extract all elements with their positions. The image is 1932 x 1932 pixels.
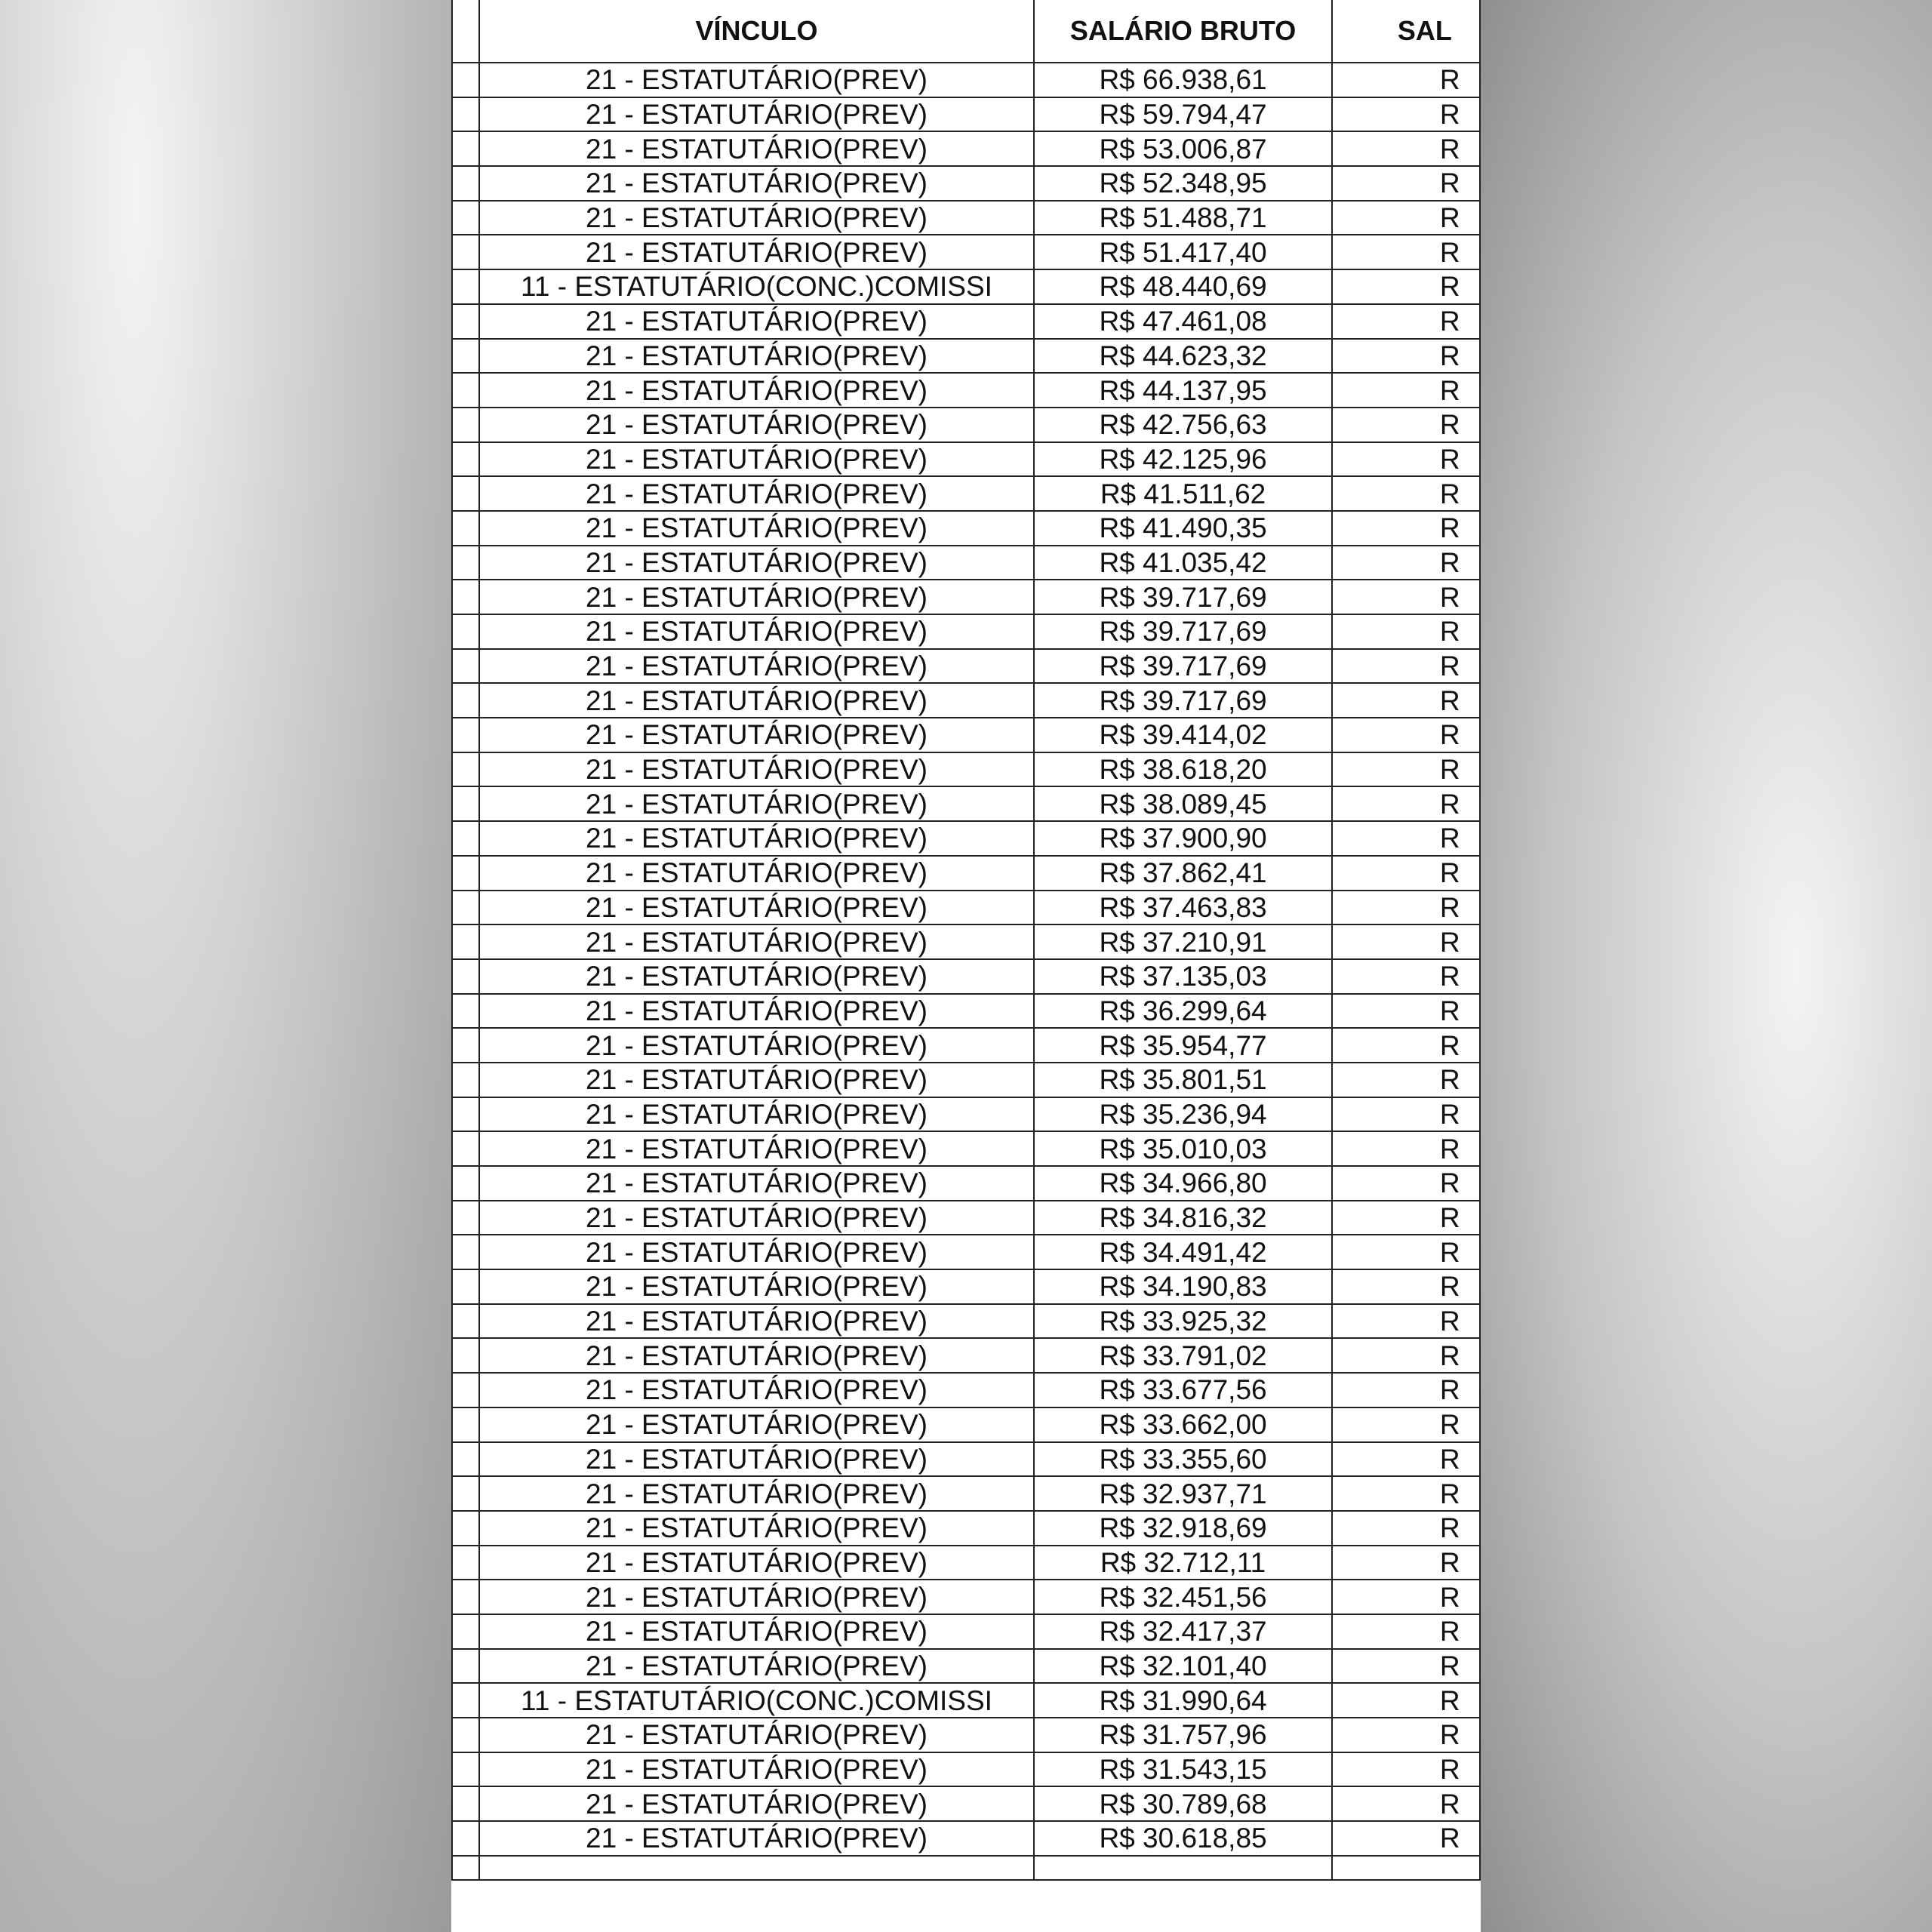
vinculo-cell: 21 - ESTATUTÁRIO(PREV): [479, 1269, 1034, 1304]
salario-bruto-cell: R$ 32.937,71: [1034, 1476, 1332, 1511]
row-blank-cell: [452, 1856, 479, 1880]
cut-off-cell: R: [1332, 1166, 1480, 1201]
row-blank-cell: [452, 994, 479, 1029]
cut-off-cell: R: [1332, 63, 1480, 97]
vinculo-cell: [479, 1856, 1034, 1880]
cut-off-cell: R: [1332, 131, 1480, 166]
vinculo-cell: 21 - ESTATUTÁRIO(PREV): [479, 1752, 1034, 1787]
table-row: [452, 580, 1480, 614]
cut-off-cell: R: [1332, 614, 1480, 649]
cut-off-cell: R: [1332, 476, 1480, 511]
row-blank-cell: [452, 1063, 479, 1097]
cut-off-cell: R: [1332, 304, 1480, 339]
salario-bruto-cell: R$ 30.618,85: [1034, 1821, 1332, 1856]
table-row: [452, 1821, 1480, 1856]
header-salario-bruto: SALÁRIO BRUTO: [1034, 0, 1332, 63]
cut-off-cell: R: [1332, 891, 1480, 925]
cut-off-cell: R: [1332, 1821, 1480, 1856]
table-row: [452, 373, 1480, 408]
vinculo-cell: 21 - ESTATUTÁRIO(PREV): [479, 1614, 1034, 1649]
cut-off-cell: R: [1332, 1546, 1480, 1580]
salario-bruto-cell: R$ 42.756,63: [1034, 408, 1332, 442]
vinculo-cell: 11 - ESTATUTÁRIO(CONC.)COMISSI: [479, 269, 1034, 304]
salario-bruto-cell: R$ 39.717,69: [1034, 683, 1332, 718]
vinculo-cell: 21 - ESTATUTÁRIO(PREV): [479, 1442, 1034, 1477]
vinculo-cell: 21 - ESTATUTÁRIO(PREV): [479, 718, 1034, 752]
vinculo-cell: 21 - ESTATUTÁRIO(PREV): [479, 1166, 1034, 1201]
row-blank-cell: [452, 821, 479, 856]
table-row: [452, 511, 1480, 546]
cut-off-cell: R: [1332, 546, 1480, 580]
row-blank-cell: [452, 442, 479, 477]
vinculo-cell: 21 - ESTATUTÁRIO(PREV): [479, 1201, 1034, 1235]
salario-bruto-cell: R$ 33.791,02: [1034, 1338, 1332, 1373]
table-row: [452, 1442, 1480, 1477]
row-blank-cell: [452, 1614, 479, 1649]
row-blank-cell: [452, 1752, 479, 1787]
table-body: [452, 63, 1480, 1880]
salario-bruto-cell: R$ 32.451,56: [1034, 1580, 1332, 1614]
cut-off-cell: R: [1332, 718, 1480, 752]
table-row: [452, 166, 1480, 201]
salario-bruto-cell: R$ 31.990,64: [1034, 1683, 1332, 1718]
salary-sheet: [451, 0, 1481, 1932]
vinculo-cell: 21 - ESTATUTÁRIO(PREV): [479, 1407, 1034, 1442]
cut-off-cell: R: [1332, 994, 1480, 1029]
row-blank-cell: [452, 476, 479, 511]
table-row: [452, 1683, 1480, 1718]
table-row: [452, 1546, 1480, 1580]
row-blank-cell: [452, 1442, 479, 1477]
header-vinculo: VÍNCULO: [479, 0, 1034, 63]
vinculo-cell: 21 - ESTATUTÁRIO(PREV): [479, 1511, 1034, 1546]
row-blank-cell: [452, 1683, 479, 1718]
cut-off-cell: R: [1332, 1063, 1480, 1097]
vinculo-cell: 21 - ESTATUTÁRIO(PREV): [479, 63, 1034, 97]
cut-off-cell: R: [1332, 339, 1480, 374]
row-blank-cell: [452, 959, 479, 994]
salario-bruto-cell: R$ 37.862,41: [1034, 856, 1332, 891]
row-blank-cell: [452, 924, 479, 959]
table-row: [452, 821, 1480, 856]
salario-bruto-cell: R$ 38.618,20: [1034, 752, 1332, 787]
vinculo-cell: 21 - ESTATUTÁRIO(PREV): [479, 821, 1034, 856]
salario-bruto-cell: R$ 34.966,80: [1034, 1166, 1332, 1201]
row-blank-cell: [452, 1235, 479, 1269]
cut-off-cell: R: [1332, 1338, 1480, 1373]
row-blank-cell: [452, 614, 479, 649]
cut-off-cell: R: [1332, 924, 1480, 959]
vinculo-cell: 21 - ESTATUTÁRIO(PREV): [479, 1028, 1034, 1063]
salario-bruto-cell: R$ 37.135,03: [1034, 959, 1332, 994]
cut-off-cell: R: [1332, 1649, 1480, 1684]
salario-bruto-cell: R$ 44.137,95: [1034, 373, 1332, 408]
cut-off-cell: R: [1332, 201, 1480, 235]
vinculo-cell: 21 - ESTATUTÁRIO(PREV): [479, 614, 1034, 649]
salario-bruto-cell: R$ 41.490,35: [1034, 511, 1332, 546]
table-row: [452, 442, 1480, 477]
row-blank-cell: [452, 339, 479, 374]
vinculo-cell: 21 - ESTATUTÁRIO(PREV): [479, 201, 1034, 235]
cut-off-cell: R: [1332, 1201, 1480, 1235]
table-row: [452, 994, 1480, 1029]
row-blank-cell: [452, 166, 479, 201]
row-blank-cell: [452, 511, 479, 546]
table-row: [452, 1269, 1480, 1304]
cut-off-cell: R: [1332, 235, 1480, 269]
vinculo-cell: 21 - ESTATUTÁRIO(PREV): [479, 891, 1034, 925]
table-row: [452, 1131, 1480, 1166]
table-row: [452, 718, 1480, 752]
row-blank-cell: [452, 1201, 479, 1235]
row-blank-cell: [452, 408, 479, 442]
salary-table: [451, 0, 1481, 1881]
vinculo-cell: 21 - ESTATUTÁRIO(PREV): [479, 1131, 1034, 1166]
salario-bruto-cell: R$ 42.125,96: [1034, 442, 1332, 477]
salario-bruto-cell: R$ 32.712,11: [1034, 1546, 1332, 1580]
cut-off-cell: R: [1332, 1786, 1480, 1821]
row-blank-cell: [452, 1511, 479, 1546]
salario-bruto-cell: R$ 52.348,95: [1034, 166, 1332, 201]
cut-off-cell: R: [1332, 580, 1480, 614]
row-blank-cell: [452, 580, 479, 614]
salario-bruto-cell: R$ 35.954,77: [1034, 1028, 1332, 1063]
table-row: [452, 269, 1480, 304]
cut-off-cell: R: [1332, 373, 1480, 408]
vinculo-cell: 21 - ESTATUTÁRIO(PREV): [479, 1063, 1034, 1097]
table-row: [452, 304, 1480, 339]
vinculo-cell: 21 - ESTATUTÁRIO(PREV): [479, 1304, 1034, 1339]
vinculo-cell: 21 - ESTATUTÁRIO(PREV): [479, 131, 1034, 166]
vinculo-cell: 21 - ESTATUTÁRIO(PREV): [479, 166, 1034, 201]
vinculo-cell: 21 - ESTATUTÁRIO(PREV): [479, 1786, 1034, 1821]
salario-bruto-cell: R$ 53.006,87: [1034, 131, 1332, 166]
table-row: [452, 1614, 1480, 1649]
salario-bruto-cell: R$ 39.414,02: [1034, 718, 1332, 752]
cut-off-cell: R: [1332, 408, 1480, 442]
salario-bruto-cell: R$ 35.010,03: [1034, 1131, 1332, 1166]
table-row: [452, 1407, 1480, 1442]
vinculo-cell: 21 - ESTATUTÁRIO(PREV): [479, 1373, 1034, 1407]
vinculo-cell: 21 - ESTATUTÁRIO(PREV): [479, 1338, 1034, 1373]
row-blank-cell: [452, 1131, 479, 1166]
table-row: [452, 1649, 1480, 1684]
cut-off-cell: R: [1332, 511, 1480, 546]
table-row: [452, 1476, 1480, 1511]
table-row: [452, 1338, 1480, 1373]
vinculo-cell: 21 - ESTATUTÁRIO(PREV): [479, 546, 1034, 580]
salario-bruto-cell: R$ 51.488,71: [1034, 201, 1332, 235]
vinculo-cell: 21 - ESTATUTÁRIO(PREV): [479, 649, 1034, 684]
row-blank-cell: [452, 1546, 479, 1580]
cut-off-cell: [1332, 1856, 1480, 1880]
table-row: [452, 131, 1480, 166]
cut-off-cell: R: [1332, 856, 1480, 891]
salario-bruto-cell: R$ 37.463,83: [1034, 891, 1332, 925]
table-row: [452, 1235, 1480, 1269]
salario-bruto-cell: R$ 66.938,61: [1034, 63, 1332, 97]
salario-bruto-cell: R$ 41.035,42: [1034, 546, 1332, 580]
cut-off-cell: R: [1332, 1718, 1480, 1752]
table-row: [452, 959, 1480, 994]
row-blank-cell: [452, 1407, 479, 1442]
table-row: [452, 683, 1480, 718]
table-row: [452, 614, 1480, 649]
row-blank-cell: [452, 891, 479, 925]
vinculo-cell: 21 - ESTATUTÁRIO(PREV): [479, 304, 1034, 339]
table-row: [452, 546, 1480, 580]
row-blank-cell: [452, 1304, 479, 1339]
salario-bruto-cell: R$ 51.417,40: [1034, 235, 1332, 269]
vinculo-cell: 21 - ESTATUTÁRIO(PREV): [479, 580, 1034, 614]
vinculo-cell: 21 - ESTATUTÁRIO(PREV): [479, 511, 1034, 546]
table-row: [452, 856, 1480, 891]
vinculo-cell: 21 - ESTATUTÁRIO(PREV): [479, 97, 1034, 132]
cut-off-cell: R: [1332, 1269, 1480, 1304]
table-row: [452, 1752, 1480, 1787]
row-blank-cell: [452, 1338, 479, 1373]
table-row: [452, 201, 1480, 235]
salario-bruto-cell: R$ 39.717,69: [1034, 614, 1332, 649]
salario-bruto-cell: R$ 34.190,83: [1034, 1269, 1332, 1304]
salario-bruto-cell: R$ 33.925,32: [1034, 1304, 1332, 1339]
salario-bruto-cell: R$ 35.801,51: [1034, 1063, 1332, 1097]
table-row: [452, 752, 1480, 787]
vinculo-cell: 21 - ESTATUTÁRIO(PREV): [479, 752, 1034, 787]
cut-off-cell: R: [1332, 1511, 1480, 1546]
salario-bruto-cell: R$ 47.461,08: [1034, 304, 1332, 339]
salario-bruto-cell: R$ 33.355,60: [1034, 1442, 1332, 1477]
vinculo-cell: 21 - ESTATUTÁRIO(PREV): [479, 683, 1034, 718]
row-blank-cell: [452, 304, 479, 339]
cut-off-cell: R: [1332, 1442, 1480, 1477]
vinculo-cell: 21 - ESTATUTÁRIO(PREV): [479, 1580, 1034, 1614]
vinculo-cell: 21 - ESTATUTÁRIO(PREV): [479, 1097, 1034, 1132]
vinculo-cell: 21 - ESTATUTÁRIO(PREV): [479, 1235, 1034, 1269]
cut-off-cell: R: [1332, 1683, 1480, 1718]
salario-bruto-cell: R$ 33.677,56: [1034, 1373, 1332, 1407]
cut-off-cell: R: [1332, 1614, 1480, 1649]
table-row: [452, 1718, 1480, 1752]
table-row: [452, 1063, 1480, 1097]
table-row: [452, 235, 1480, 269]
blurred-background-left: [0, 0, 451, 1932]
row-blank-cell: [452, 97, 479, 132]
salario-bruto-cell: R$ 33.662,00: [1034, 1407, 1332, 1442]
table-row: [452, 97, 1480, 132]
cut-off-cell: R: [1332, 1580, 1480, 1614]
cut-off-cell: R: [1332, 1304, 1480, 1339]
cut-off-cell: R: [1332, 1235, 1480, 1269]
cut-off-cell: R: [1332, 752, 1480, 787]
row-blank-cell: [452, 1097, 479, 1132]
row-blank-cell: [452, 1649, 479, 1684]
table-row: [452, 476, 1480, 511]
table-row: [452, 1373, 1480, 1407]
cut-off-cell: R: [1332, 1131, 1480, 1166]
vinculo-cell: 21 - ESTATUTÁRIO(PREV): [479, 994, 1034, 1029]
row-blank-cell: [452, 235, 479, 269]
salario-bruto-cell: R$ 32.417,37: [1034, 1614, 1332, 1649]
table-row: [452, 1028, 1480, 1063]
row-blank-cell: [452, 1718, 479, 1752]
table-row: [452, 339, 1480, 374]
salario-bruto-cell: R$ 34.816,32: [1034, 1201, 1332, 1235]
vinculo-cell: 21 - ESTATUTÁRIO(PREV): [479, 856, 1034, 891]
salario-bruto-cell: R$ 59.794,47: [1034, 97, 1332, 132]
salario-bruto-cell: R$ 36.299,64: [1034, 994, 1332, 1029]
vinculo-cell: 21 - ESTATUTÁRIO(PREV): [479, 408, 1034, 442]
row-blank-cell: [452, 1028, 479, 1063]
row-blank-cell: [452, 201, 479, 235]
row-blank-cell: [452, 649, 479, 684]
salario-bruto-cell: [1034, 1856, 1332, 1880]
salario-bruto-cell: R$ 48.440,69: [1034, 269, 1332, 304]
blurred-background-right: [1481, 0, 1932, 1932]
table-row: [452, 1511, 1480, 1546]
salario-bruto-cell: R$ 41.511,62: [1034, 476, 1332, 511]
salario-bruto-cell: R$ 31.543,15: [1034, 1752, 1332, 1787]
header-row: [452, 0, 1480, 63]
header-partial-third: SAL: [1332, 0, 1480, 63]
vinculo-cell: 21 - ESTATUTÁRIO(PREV): [479, 1718, 1034, 1752]
vinculo-cell: 21 - ESTATUTÁRIO(PREV): [479, 786, 1034, 821]
salario-bruto-cell: R$ 32.918,69: [1034, 1511, 1332, 1546]
table-row: [452, 408, 1480, 442]
cut-off-cell: R: [1332, 1097, 1480, 1132]
cut-off-cell: R: [1332, 1476, 1480, 1511]
row-blank-cell: [452, 1476, 479, 1511]
row-blank-cell: [452, 1166, 479, 1201]
table-row: [452, 1304, 1480, 1339]
row-blank-cell: [452, 752, 479, 787]
cut-off-cell: R: [1332, 1373, 1480, 1407]
row-blank-cell: [452, 683, 479, 718]
vinculo-cell: 21 - ESTATUTÁRIO(PREV): [479, 1649, 1034, 1684]
cut-off-cell: R: [1332, 649, 1480, 684]
salario-bruto-cell: R$ 44.623,32: [1034, 339, 1332, 374]
vinculo-cell: 21 - ESTATUTÁRIO(PREV): [479, 476, 1034, 511]
vinculo-cell: 21 - ESTATUTÁRIO(PREV): [479, 924, 1034, 959]
vinculo-cell: 21 - ESTATUTÁRIO(PREV): [479, 442, 1034, 477]
table-row-partial: [452, 1856, 1480, 1880]
salario-bruto-cell: R$ 31.757,96: [1034, 1718, 1332, 1752]
header-blank: [452, 0, 479, 63]
row-blank-cell: [452, 1821, 479, 1856]
cut-off-cell: R: [1332, 1407, 1480, 1442]
cut-off-cell: R: [1332, 786, 1480, 821]
vinculo-cell: 21 - ESTATUTÁRIO(PREV): [479, 1546, 1034, 1580]
salario-bruto-cell: R$ 39.717,69: [1034, 649, 1332, 684]
table-row: [452, 786, 1480, 821]
cut-off-cell: R: [1332, 166, 1480, 201]
row-blank-cell: [452, 1786, 479, 1821]
row-blank-cell: [452, 546, 479, 580]
table-row: [452, 891, 1480, 925]
table-row: [452, 1201, 1480, 1235]
cut-off-cell: R: [1332, 959, 1480, 994]
row-blank-cell: [452, 131, 479, 166]
salario-bruto-cell: R$ 32.101,40: [1034, 1649, 1332, 1684]
salario-bruto-cell: R$ 37.210,91: [1034, 924, 1332, 959]
row-blank-cell: [452, 373, 479, 408]
cut-off-cell: R: [1332, 1752, 1480, 1787]
table-row: [452, 649, 1480, 684]
vinculo-cell: 21 - ESTATUTÁRIO(PREV): [479, 1821, 1034, 1856]
table-row: [452, 1786, 1480, 1821]
row-blank-cell: [452, 786, 479, 821]
vinculo-cell: 21 - ESTATUTÁRIO(PREV): [479, 339, 1034, 374]
cut-off-cell: R: [1332, 97, 1480, 132]
vinculo-cell: 11 - ESTATUTÁRIO(CONC.)COMISSI: [479, 1683, 1034, 1718]
vinculo-cell: 21 - ESTATUTÁRIO(PREV): [479, 1476, 1034, 1511]
table-row: [452, 63, 1480, 97]
salario-bruto-cell: R$ 38.089,45: [1034, 786, 1332, 821]
vinculo-cell: 21 - ESTATUTÁRIO(PREV): [479, 373, 1034, 408]
row-blank-cell: [452, 718, 479, 752]
table-row: [452, 1097, 1480, 1132]
salario-bruto-cell: R$ 39.717,69: [1034, 580, 1332, 614]
cut-off-cell: R: [1332, 683, 1480, 718]
cut-off-cell: R: [1332, 442, 1480, 477]
cut-off-cell: R: [1332, 269, 1480, 304]
salario-bruto-cell: R$ 30.789,68: [1034, 1786, 1332, 1821]
vinculo-cell: 21 - ESTATUTÁRIO(PREV): [479, 959, 1034, 994]
vinculo-cell: 21 - ESTATUTÁRIO(PREV): [479, 235, 1034, 269]
cut-off-cell: R: [1332, 821, 1480, 856]
table-row: [452, 1166, 1480, 1201]
row-blank-cell: [452, 856, 479, 891]
cut-off-cell: R: [1332, 1028, 1480, 1063]
row-blank-cell: [452, 269, 479, 304]
salario-bruto-cell: R$ 34.491,42: [1034, 1235, 1332, 1269]
table-row: [452, 1580, 1480, 1614]
row-blank-cell: [452, 1373, 479, 1407]
salario-bruto-cell: R$ 37.900,90: [1034, 821, 1332, 856]
salario-bruto-cell: R$ 35.236,94: [1034, 1097, 1332, 1132]
table-row: [452, 924, 1480, 959]
row-blank-cell: [452, 63, 479, 97]
row-blank-cell: [452, 1269, 479, 1304]
row-blank-cell: [452, 1580, 479, 1614]
